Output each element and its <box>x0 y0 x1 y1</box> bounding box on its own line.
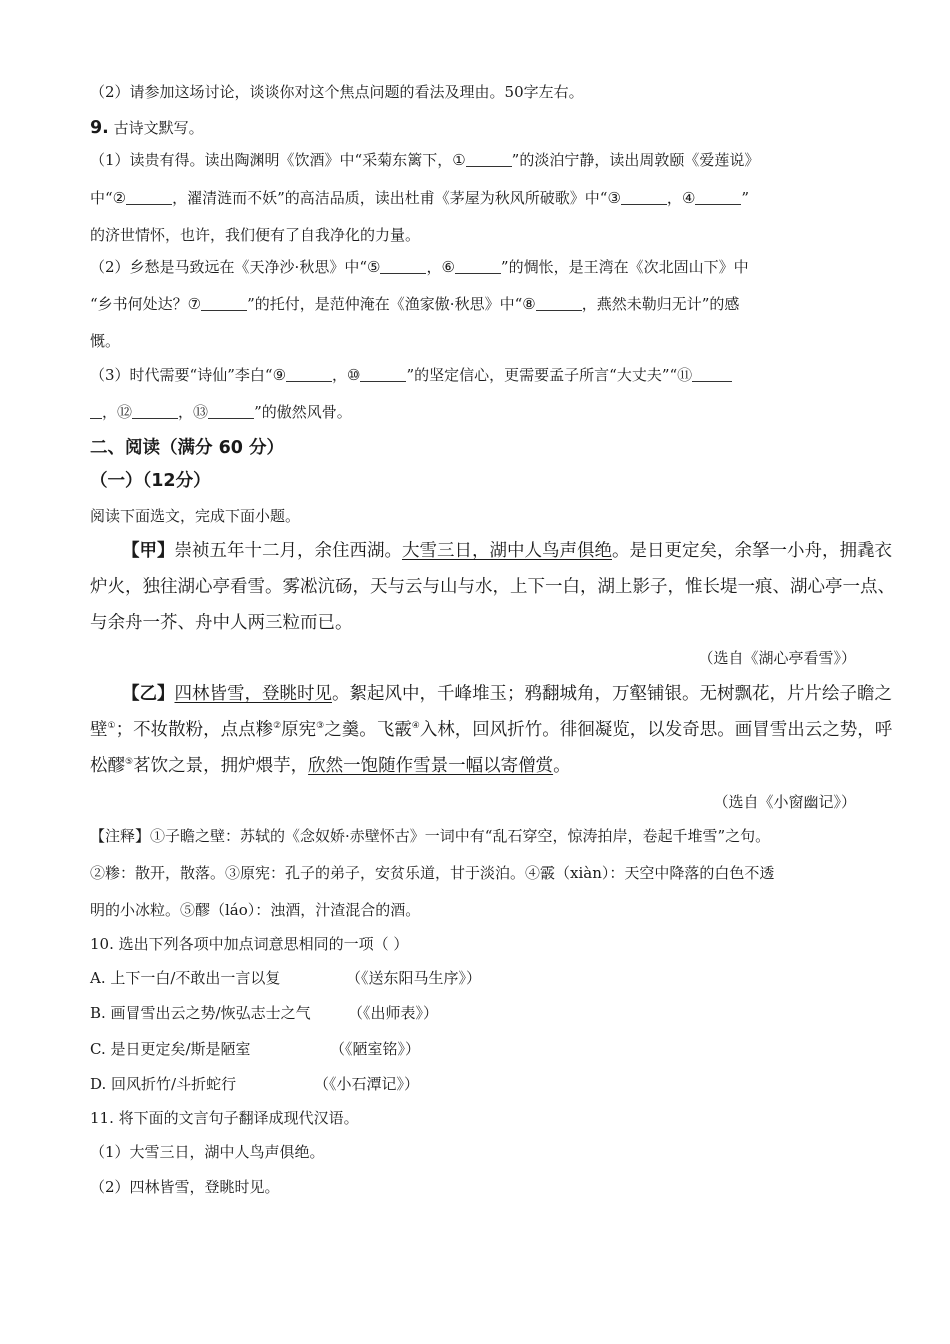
blank-1[interactable] <box>466 150 512 167</box>
blank-12-marker: ⑫ <box>117 403 133 421</box>
yi-tag: 【乙】 <box>122 684 175 704</box>
jia-line1 <box>122 540 892 562</box>
q9-p2-text-f: ，燕然未勒归无计”的感 <box>581 295 740 313</box>
q10-option-d-source: （《小石潭记》） <box>314 1075 420 1093</box>
blank-2[interactable] <box>126 188 172 205</box>
q9-p3-line2 <box>90 402 352 422</box>
q9-p1-line3: 的济世情怀，也许，我们便有了自我净化的力量。 <box>90 226 421 244</box>
q10-option-c[interactable]: C. 是日更定矣/斯是陋室 <box>90 1040 251 1058</box>
q9-p1-text-e: ， <box>666 189 682 207</box>
yi-text-2b: ；不妆散粉，点点糁 <box>115 720 274 740</box>
q9-p3-text-a: （3）时代需要“诗仙”李白“ <box>90 366 273 384</box>
blank-12[interactable] <box>132 402 178 419</box>
yi-text-2e: 入林，回风折竹。徘徊凝览，以发奇思。画冒雪出云之势，呼 <box>419 720 893 740</box>
yi-line2 <box>90 719 892 741</box>
blank-11-marker: ⑪ <box>677 366 693 384</box>
q10-option-b-source: （《出师表》） <box>348 1004 439 1022</box>
blank-7[interactable] <box>201 294 247 311</box>
yi-text-b: 。絮起风中，千峰堆玉；鸦翻城角，万壑铺银。无树飘花，片片绘子瞻之 <box>332 684 892 704</box>
yi-line3 <box>90 755 571 777</box>
note-ref-4: ④ <box>411 721 420 732</box>
jia-source: （选自《湖心亭看雪》） <box>698 649 856 667</box>
notes-line2: ②糁：散开，散落。③原宪：孔子的弟子，安贫乐道，甘于淡泊。④霰（xiàn）：天空中降落的白色不透 <box>90 864 775 882</box>
q9-p2-line1 <box>90 257 749 277</box>
q9-p2-text-a: （2）乡愁是马致远在《天净沙·秋思》中“ <box>90 258 367 276</box>
q9-p1-text-b: ”的淡泊宁静，读出周敦颐《爱莲说》 <box>511 151 760 169</box>
blank-10-marker: ⑩ <box>347 366 361 384</box>
note-ref-3: ③ <box>316 721 325 732</box>
notes-line1: 【注释】①子瞻之壁：苏轼的《念奴娇·赤壁怀古》一词中有“乱石穿空，惊涛拍岸，卷起千堆雪”之句。 <box>90 827 771 845</box>
blank-3[interactable] <box>621 188 667 205</box>
q9-p3-text-e: ， <box>178 403 194 421</box>
blank-10[interactable] <box>360 365 406 382</box>
q10-stem: 10. 选出下列各项中加点词意思相同的一项（ ） <box>90 935 409 953</box>
q9-p1-line1 <box>90 150 759 170</box>
jia-tag: 【甲】 <box>122 541 175 561</box>
blank-3-marker: ③ <box>607 189 621 207</box>
jia-underlined-sentence: 大雪三日，湖中人鸟声俱绝 <box>402 541 612 561</box>
blank-11[interactable] <box>692 365 732 382</box>
note-ref-5: ⑤ <box>125 757 134 768</box>
blank-1-marker: ① <box>452 151 466 169</box>
q9-p2-text-e: ”的托付，是范仲淹在《渔家傲·秋思》中“ <box>247 295 523 313</box>
blank-9[interactable] <box>286 365 332 382</box>
blank-8-marker: ⑧ <box>522 295 536 313</box>
jia-text-a: 崇祯五年十二月，余住西湖。 <box>174 541 402 561</box>
q9-p1-text-f: ” <box>741 189 750 207</box>
blank-11-cont[interactable] <box>90 402 102 419</box>
note-ref-2: ② <box>273 721 282 732</box>
blank-7-marker: ⑦ <box>187 295 202 313</box>
blank-13[interactable] <box>208 402 254 419</box>
q10-option-a[interactable]: A. 上下一白/不敢出一言以复 <box>90 969 281 987</box>
jia-line2: 炉火，独往湖心亭看雪。雾凇沆砀，天与云与山与水，上下一白，湖上影子，惟长堤一痕、湖心亭一点、 <box>90 577 895 597</box>
yi-text-2c: 原宪 <box>281 720 317 740</box>
q9-p3-line1 <box>90 365 732 385</box>
blank-5-marker: ⑤ <box>366 258 381 276</box>
q10-option-a-source: （《送东阳马生序》） <box>346 969 482 987</box>
q9-p3-text-b: ， <box>332 366 348 384</box>
q9-p2-text-b: ， <box>426 258 442 276</box>
q9-p1-line2 <box>90 188 749 208</box>
q9-p1-text-c: 中“ <box>90 189 113 207</box>
blank-6[interactable] <box>455 257 501 274</box>
yi-source: （选自《小窗幽记》） <box>713 793 856 811</box>
q11-part2: （2）四林皆雪，登眺时见。 <box>90 1178 280 1196</box>
q11-stem: 11. 将下面的文言句子翻译成现代汉语。 <box>90 1109 359 1127</box>
q9-p2-text-c: ”的惆怅，是王湾在《次北固山下》中 <box>500 258 749 276</box>
q9-p2-line2 <box>90 294 739 314</box>
q10-option-b[interactable]: B. 画冒雪出云之势/恢弘志士之气 <box>90 1004 311 1022</box>
q10-option-d[interactable]: D. 回风折竹/斗折蛇行 <box>90 1075 237 1093</box>
q8-part2: （2）请参加这场讨论，谈谈你对这个焦点问题的看法及理由。50字左右。 <box>90 83 584 101</box>
blank-4[interactable] <box>695 188 741 205</box>
notes-line3: 明的小冰粒。⑤醪（láo）：浊酒，汁渣混合的酒。 <box>90 901 421 919</box>
reading-instruction: 阅读下面选文，完成下面小题。 <box>90 507 301 525</box>
yi-underlined-sentence: 四林皆雪，登眺时见 <box>174 684 332 704</box>
section-heading: 二、阅读（满分 60 分） <box>90 438 285 458</box>
blank-4-marker: ④ <box>681 189 696 207</box>
blank-13-marker: ⑬ <box>193 403 209 421</box>
yi-text-2a: 壁 <box>90 720 108 740</box>
yi-text-2d: 之羹。飞霰 <box>324 720 412 740</box>
subsection-heading: （一）（12分） <box>90 471 211 491</box>
note-ref-1: ① <box>107 721 116 732</box>
q9-p3-text-f: ”的傲然风骨。 <box>254 403 352 421</box>
blank-5[interactable] <box>380 257 426 274</box>
q9-title-text: 古诗文默写。 <box>113 119 204 137</box>
q9-p2-line3: 慨。 <box>90 332 121 350</box>
blank-6-marker: ⑥ <box>441 258 455 276</box>
blank-2-marker: ② <box>112 189 127 207</box>
q9-p2-text-d: “乡书何处达？ <box>90 295 188 313</box>
yi-line1 <box>122 683 892 705</box>
yi-text-3c: 。 <box>553 756 571 776</box>
q9-p1-text-a: （1）读贵有得。读出陶渊明《饮酒》中“采菊东篱下， <box>90 151 453 169</box>
q9-p3-text-d: ， <box>102 403 118 421</box>
yi-underlined-sentence-2: 欣然一饱随作雪景一幅以寄僧赏 <box>308 756 554 776</box>
q11-part1: （1）大雪三日，湖中人鸟声俱绝。 <box>90 1143 325 1161</box>
yi-text-3b: 茗饮之景，拥炉煨芋， <box>133 756 309 776</box>
jia-line3: 与余舟一芥、舟中人两三粒而已。 <box>90 613 353 633</box>
yi-text-3a: 松醪 <box>90 756 125 776</box>
q10-option-c-source: （《陋室铭》） <box>330 1040 421 1058</box>
q9-p1-text-d: ，濯清涟而不妖”的高洁品质，读出杜甫《茅屋为秋风所破歌》中“ <box>172 189 608 207</box>
q9-p3-text-c: ”的坚定信心，更需要孟子所言“大丈夫”“ <box>406 366 678 384</box>
blank-9-marker: ⑨ <box>272 366 287 384</box>
blank-8[interactable] <box>536 294 582 311</box>
q9-title <box>90 117 204 139</box>
q9-number: 9. <box>90 118 109 138</box>
jia-text-b: 。是日更定矣，余拏一小舟，拥毳衣 <box>612 541 892 561</box>
